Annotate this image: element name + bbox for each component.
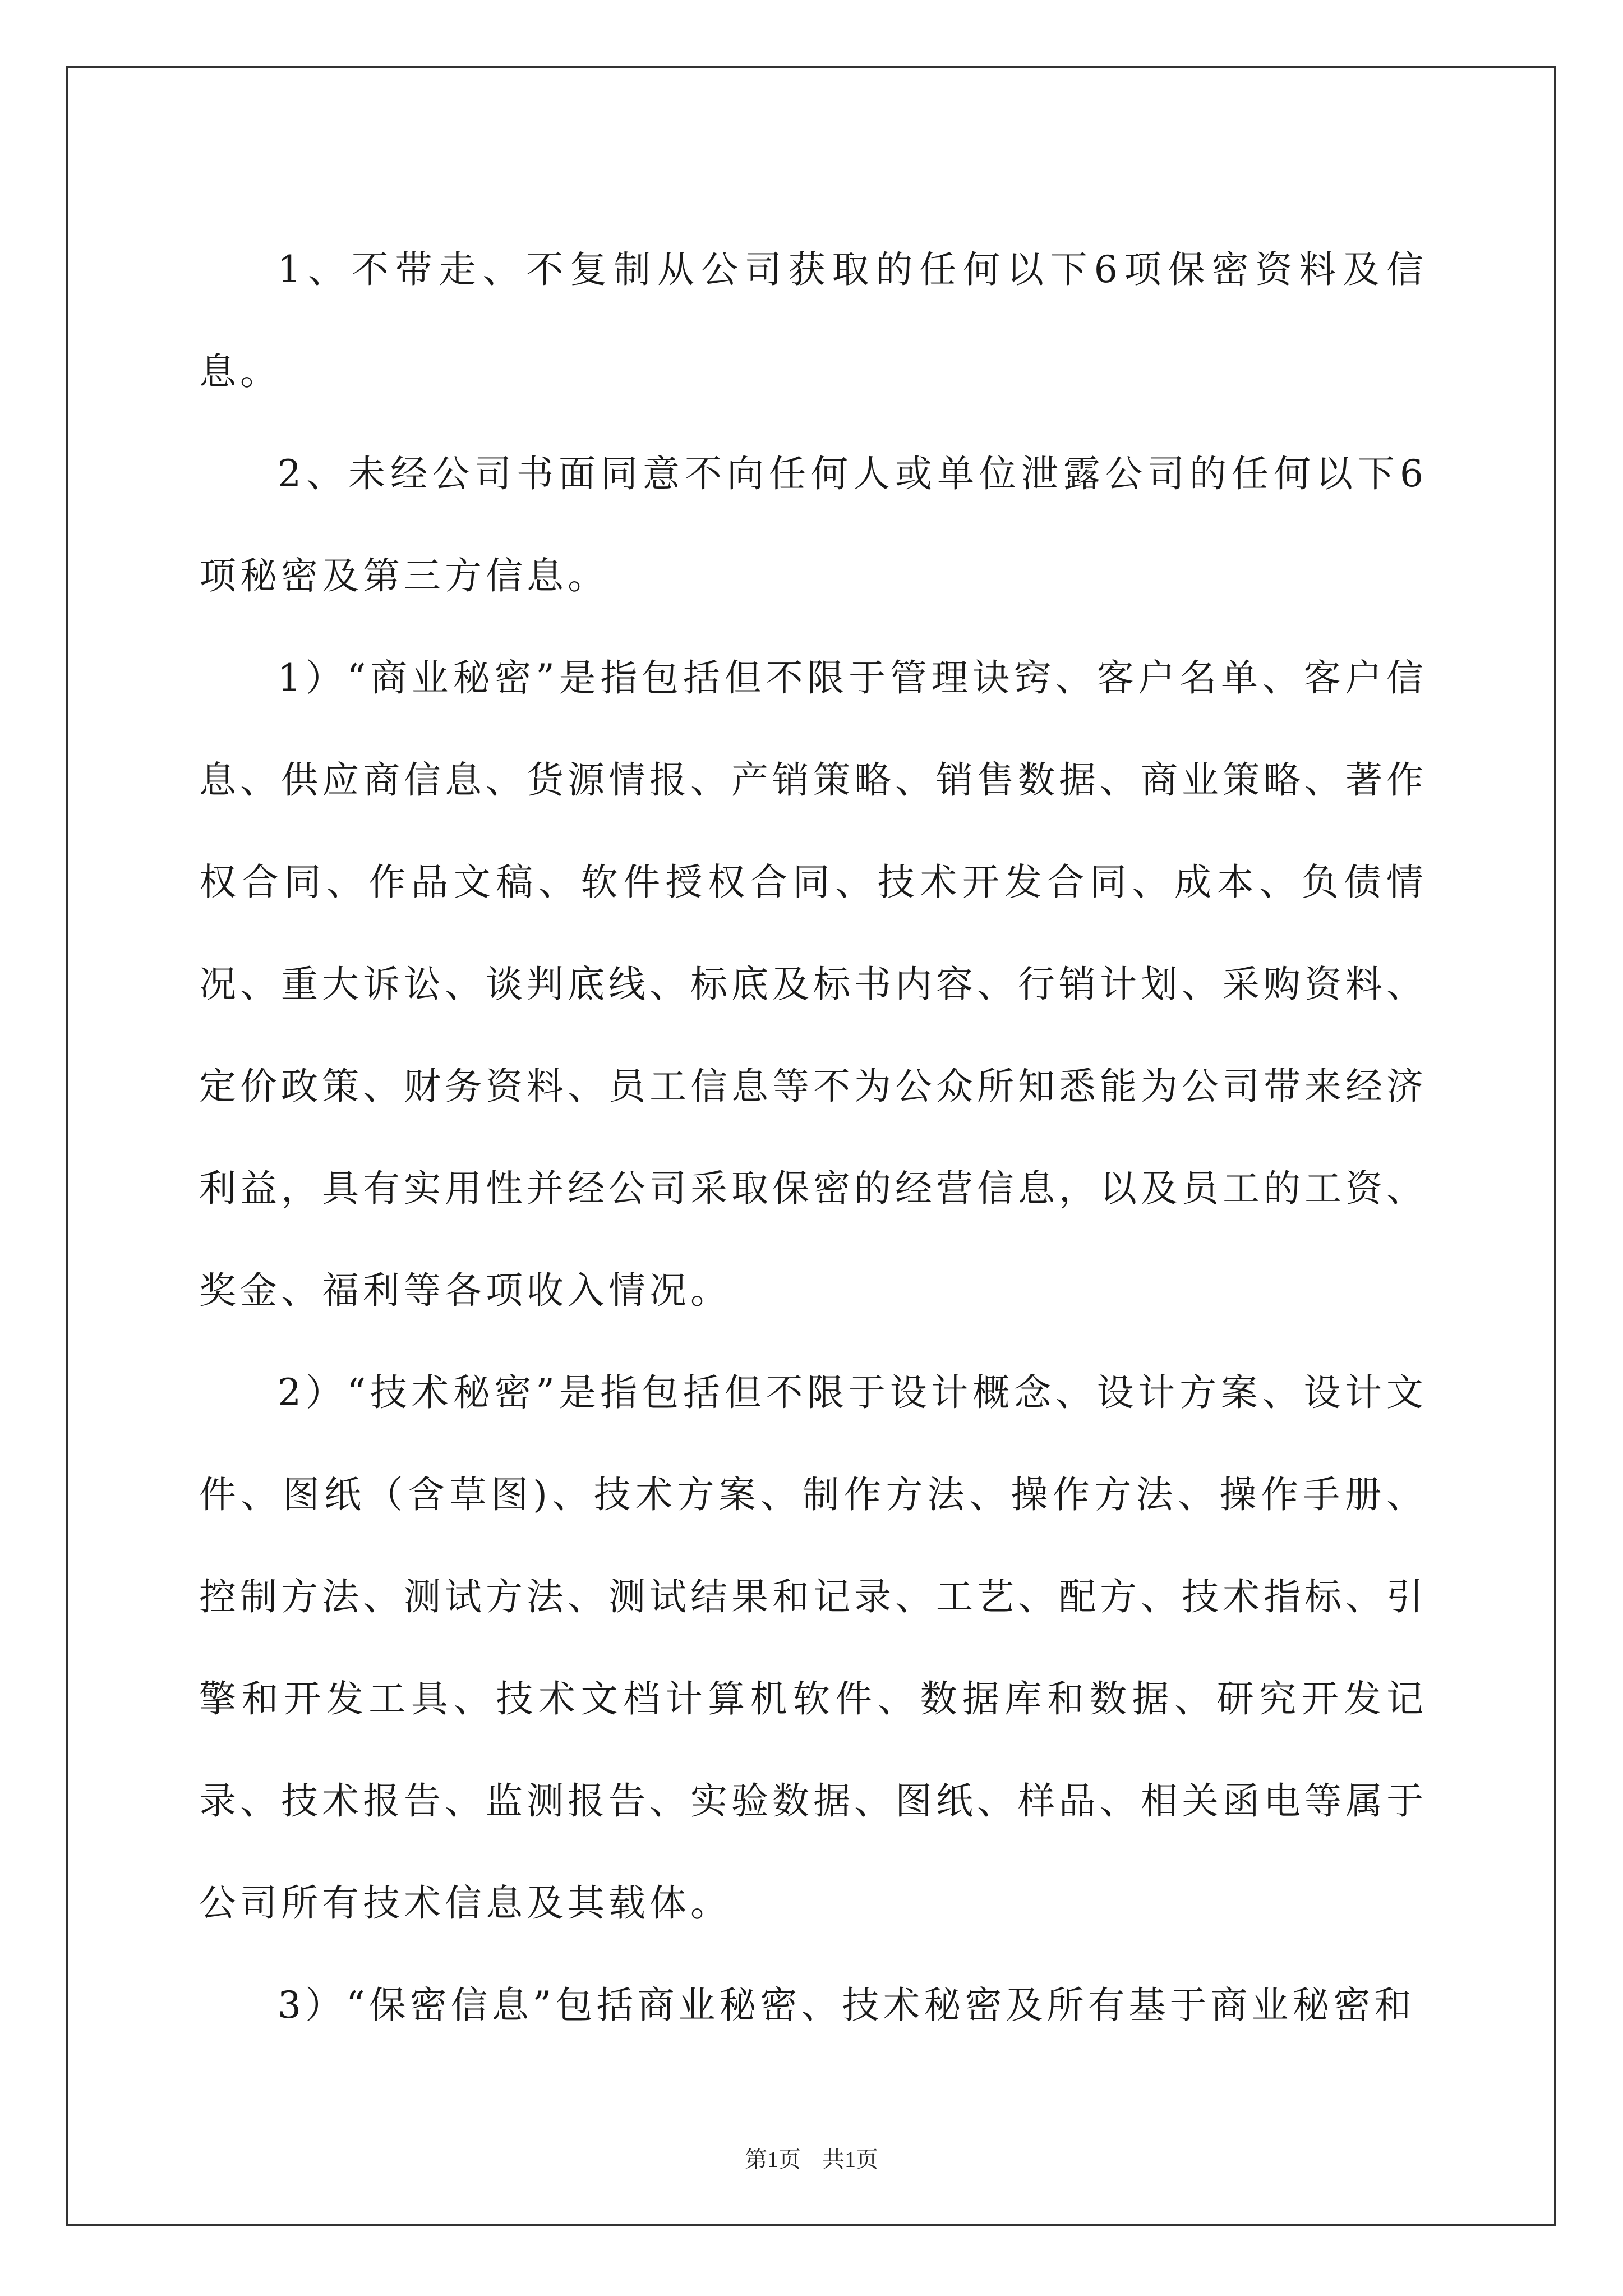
document-body [199,219,1427,2056]
paragraph-trade-secret: 1）“商业秘密”是指包括但不限于管理诀窍、客户名单、客户信息、供应商信息、货源情报、产销策略、销售数据、商业策略、著作权合同、作品文稿、软件授权合同、技术开发合同、成本、负债情况、重大诉讼、谈判底线、标底及标书内容、行销计划、采购资料、定价政策、财务资料、员工信息等不为公众所知悉能为公司带来经济利益，具有实用性并经公司采取保密的经营信息，以及员工的工资、奖金、福利等各项收入情况。 [199,656,1427,1312]
page-footer [0,2142,1623,2174]
paragraph-clause-2: 2、未经公司书面同意不向任何人或单位泄露公司的任何以下6项秘密及第三方信息。 [199,452,1427,597]
page-number-total: 共1页 [822,2147,878,2172]
paragraph-technical-secret: 2）“技术秘密”是指包括但不限于设计概念、设计方案、设计文件、图纸（含草图)、技术方案、制作方法、操作方法、操作手册、控制方法、测试方法、测试结果和记录、工艺、配方、技术指标、引擎和开发工具、技术文档计算机软件、数据库和数据、研究开发记录、技术报告、监测报告、实验数据、图纸、样品、相关函电等属于公司所有技术信息及其载体。 [199,1371,1427,1925]
paragraph-confidential-info: 3）“保密信息”包括商业秘密、技术秘密及所有基于商业秘密和 [278,1984,1415,2027]
paragraph-clause-1: 1、不带走、不复制从公司获取的任何以下6项保密资料及信息。 [199,248,1427,393]
page-number-current: 第1页 [745,2147,801,2172]
